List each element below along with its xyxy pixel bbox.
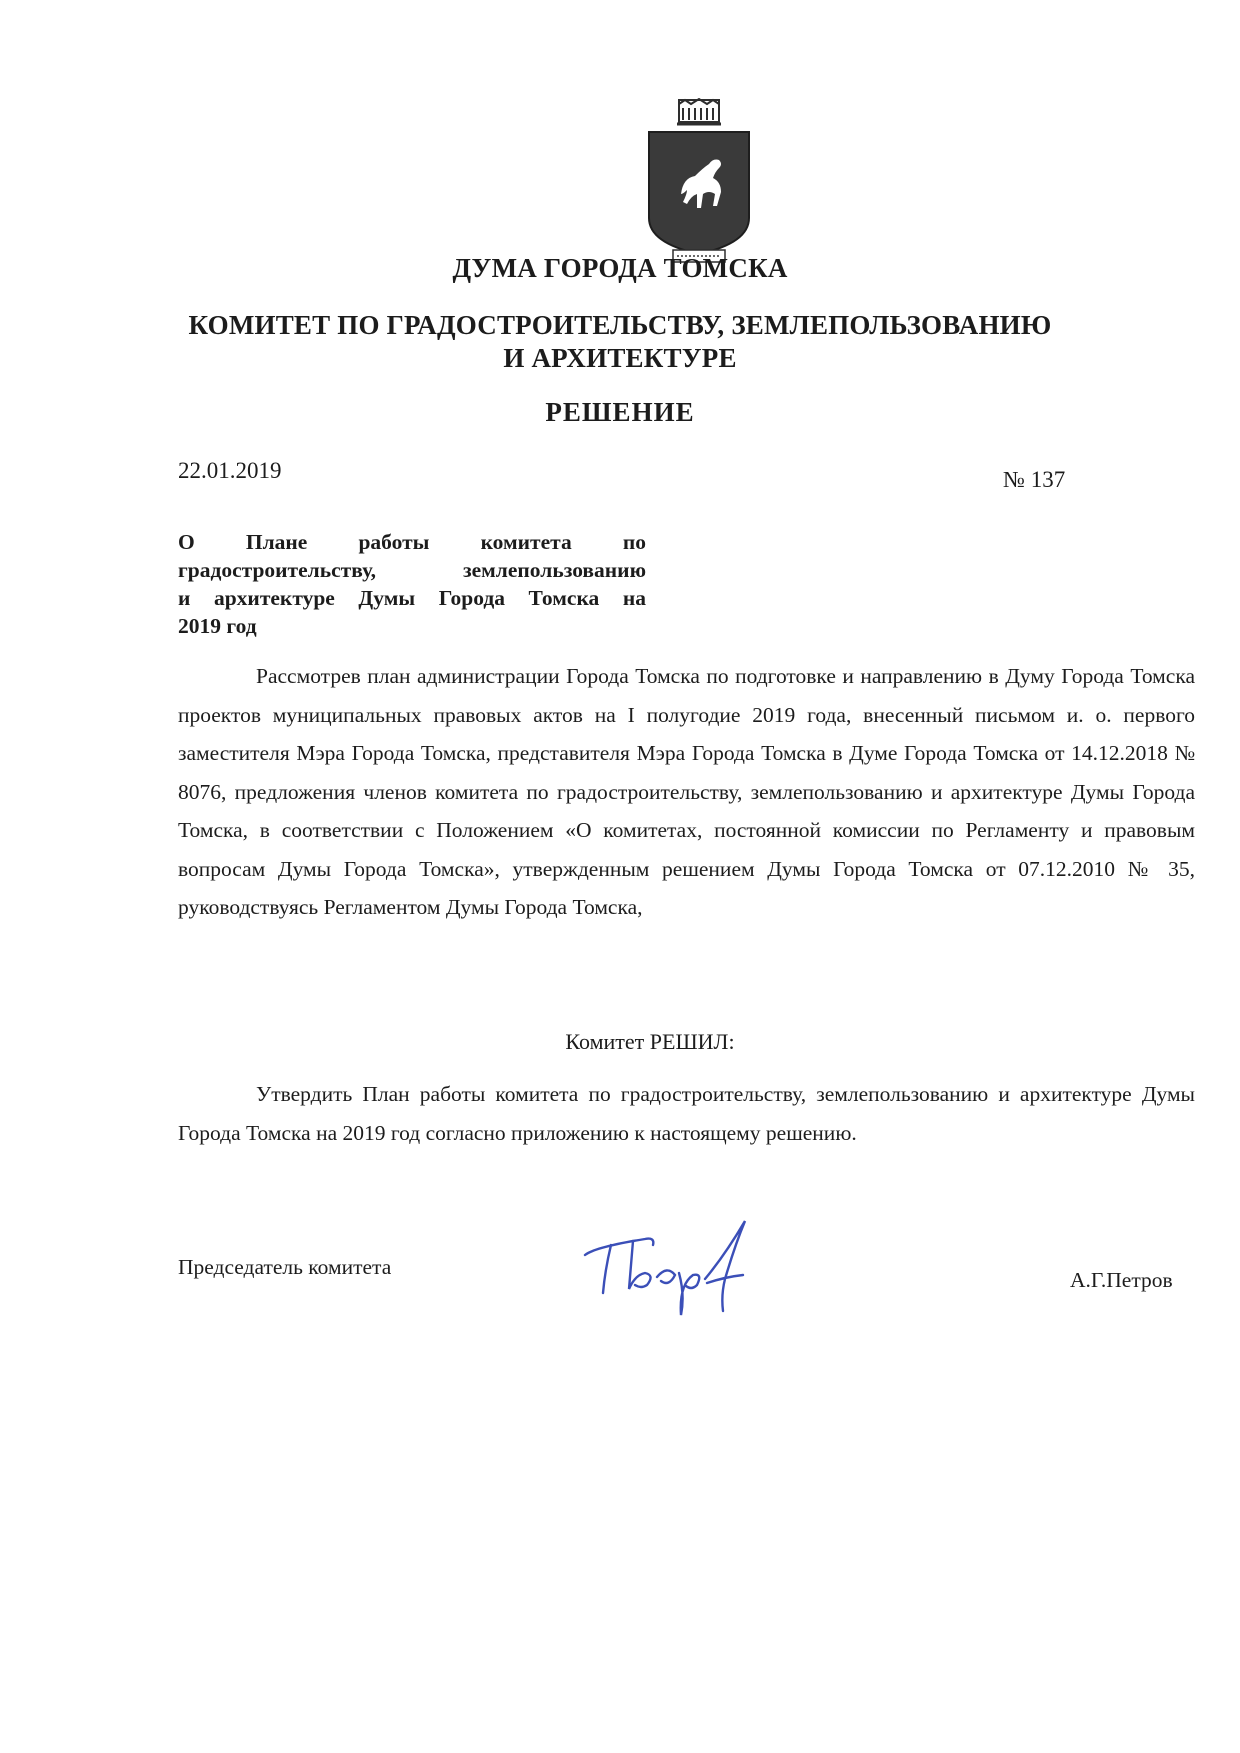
subject-line-3: и архитектуре Думы Города Томска на — [178, 586, 646, 610]
preamble-paragraph: Рассмотрев план администрации Города Томска по подготовке и направлению в Думу Города Томска проектов муниципальных правовых актов на I полугодие 2019 года, внесенный письмом и. о. первого заместителя Мэра Города Томска, представителя Мэра Города Томска в Думе Города Томска от 14.12.2018 № 8076, предложения членов комитета по градостроительству, землепользованию и архитектуре Думы Города Томска, в соответствии с Положением «О комитетах, постоянной комиссии по Регламенту и правовым вопросам Думы Города Томска», утвержденным решением Думы Города Томска от 07.12.2010 № 35, руководствуясь Регламентом Думы Города Томска, — [178, 664, 1195, 919]
decision-subject — [178, 528, 646, 640]
subject-line-4: 2019 год — [178, 614, 257, 638]
decision-number: № 137 — [1003, 467, 1066, 492]
duma-title: ДУМА ГОРОДА ТОМСКА — [452, 253, 788, 283]
committee-title-line-2: И АРХИТЕКТУРЕ — [503, 343, 737, 373]
subject-line-2: градостроительству, землепользованию — [178, 558, 646, 582]
resolved-heading: Комитет РЕШИЛ: — [565, 1029, 735, 1054]
subject-line-1: О Плане работы комитета по — [178, 530, 646, 554]
tomsk-coat-of-arms-icon — [643, 98, 755, 266]
signatory-name: А.Г.Петров — [1070, 1268, 1173, 1292]
decision-paragraph: Утвердить План работы комитета по градостроительству, землепользованию и архитектуре Думы Города Томска на 2019 год согласно приложению к настоящему решению. — [178, 1082, 1195, 1145]
signatory-position: Председатель комитета — [178, 1255, 392, 1279]
handwritten-signature — [575, 1215, 775, 1325]
committee-title-line-1: КОМИТЕТ ПО ГРАДОСТРОИТЕЛЬСТВУ, ЗЕМЛЕПОЛЬЗОВАНИЮ — [188, 310, 1052, 340]
document-type-heading: РЕШЕНИЕ — [545, 397, 695, 427]
decision-date: 22.01.2019 — [178, 458, 282, 483]
